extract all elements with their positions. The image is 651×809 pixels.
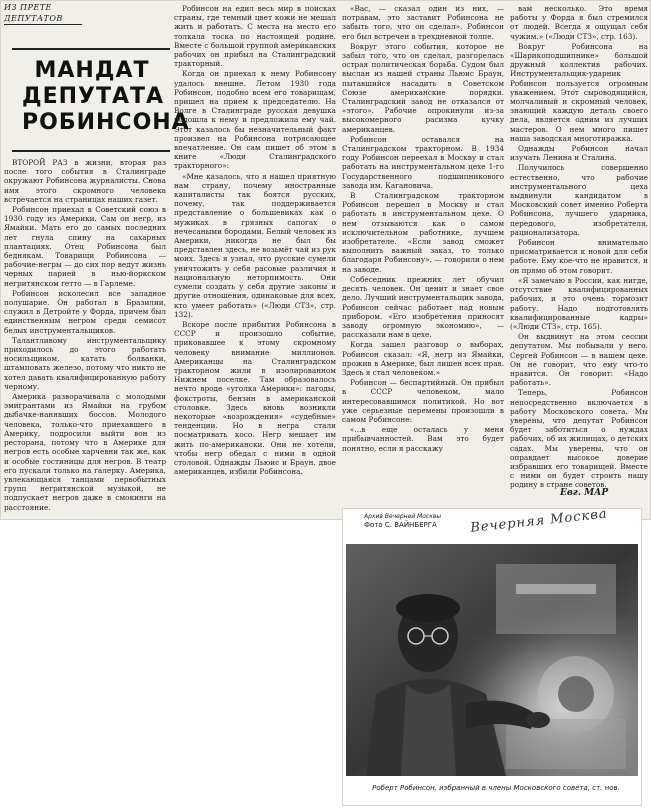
handwritten-note: Вечерняя Москва — [469, 506, 609, 536]
paragraph: Когда он приехал к нему Робинсону удалось внешне. Летом 1930 года Робинсон, подобно всем его товарищам, пришел на прием к председателю. На Волге в Сталинграде русская девушка подошла к нему и предложила ему чай. Этот казалось бы незначительный факт произвел на Робинсона потрясающее впечатление. Он сам пишет об этом в книге «Люди Сталинградского тракторного»: — [174, 69, 336, 171]
photo-image — [346, 544, 638, 776]
paragraph: «Вас, — сказал один из них, — потравам, это заставит Робинсона не забыть того, что он сделал». Робинсон его был встречен в трехдневной толпе. — [342, 4, 504, 41]
headline-line-2: ДЕПУТАТА — [22, 84, 165, 109]
paragraph: Робинсон — беспартийный. Он прибыл в СССР человеком, мало интересовавшимся политикой. Но вот уже серьезные перемены произошли в самом Робинсоне: — [342, 378, 504, 424]
paragraph: Робинсон внимательно присматривается к новой для себя работе. Ему кое-что не нравится, и он прямо об этом говорит. — [510, 238, 648, 275]
paragraph: Однажды Робинсон начал изучать Ленина и Сталина. — [510, 144, 648, 163]
paragraph: «...в еще осталась у меня прибывчанностей. Вам это будет понятно, если я расскажу — [342, 425, 504, 453]
section-rubric — [4, 2, 82, 25]
paragraph: «Мне казалось, что я нашел приятную нам страну, почему иностранные капиталисты так боятся русских, почему, так поддерживается представление о большевиках как о мужиках в грязных сапогах о нечесаными бородами. Белый человек из Америки, никогда не был бы представлен здесь, не возьмёт чай из рук моих. Здесь я узнал, что русские сумели уничтожить у себя расовые различия и национальную неторпимость. Они сумели создать у себя другие законы и другие отношения, одинаковые для всех, кто умеет работать» («Люди СТЗ», стр. 132). — [174, 171, 336, 319]
article-column-3 — [342, 4, 504, 504]
paragraph: Собеседник прежних лет обучил десять человек. Он ценит и знает свое дело. Лучший инструментальщик завода, Робинсон сейчас работает над новым прибором. «Его изобретения приносят заводу огромную экономию», — рассказали нам в цехе. — [342, 274, 504, 340]
paragraph: Он выдвинут на этом сессии депутатом. Мы побывали у него. Сергей Робинсон — в нашем цехе. Он не говорит, что ему что-то нравится. Он говорит: «Надо работать». — [510, 332, 648, 388]
paragraph: Робинсон на едил весь мир в поисках страны, где темный цвет кожи не мешал жить и работать. С места на место его толкала тоска по настоящей родине. Вместе с большой группой американских рабочих он прибыл на Сталинградский тракторный. — [174, 4, 336, 69]
paragraph: Вокруг этого события, которое не забыл того, что он сделал, разгорелась острая политическая борьба. Судом был выслан из нашей страны Льюис Браун, пытавшийся насадить в Советском Союзе американские порядки. Сталинградский завод не отказался от «этого». Рабочие опрокинули из-за высокомерного расизма кучку американцев. — [342, 41, 504, 134]
paragraph: Робинсон оставался на Сталинградском тракторном. В 1934 году Робинсон переехал в Москву и стал работать на инструментальном цехе 1-го Государственного подшипникового завода им. Кагановича. — [342, 134, 504, 190]
article-column-1 — [4, 158, 166, 518]
rubric-line-2: ДЕПУТАТОВ — [4, 14, 63, 23]
portrait-photo — [346, 544, 638, 776]
paragraph: «Я замечаю в России, как нигде, отсутствие квалифицированных рабочих, и это очень тормозит работу. Надо подготовлять квалифицированные кадры» («Люди СТЗ», стр. 165). — [510, 275, 648, 331]
paragraph: В Сталинградском тракторном Робинсон перешел в Москву и стал работать в инструментальном цехе. О нем отзываются как о самом исключительном работнике, лучшем изобретателе. «Если завод сможет выполнить важный заказ, то только благодаря Робинсону», — говорили о нем на заводе. — [342, 191, 504, 274]
paragraph: Робинсон приехал в Советский союз в 1930 году из Америки. Сам он негр, из Ямайки. Мать его до самых последних лет гнула спину на сахарных плантациях. Отец Робинсона был беднякам. Товарищи Робинсона — рабочие-негры — до сих пор ведут жизнь черных парией в нью-йоркском негритянском гетто — в Гарлеме. — [4, 205, 166, 288]
author-signature: Евг. МАР — [560, 488, 609, 498]
headline-line-3: РОБИНСОНА — [22, 110, 190, 135]
paragraph: Получилось совершенно естественно, что рабочие инструментального цеха выдвинули кандидатом в Московский совет именно Роберта Робинсона, лучшего ударника, передового, изобретателя, рационализатора. — [510, 163, 648, 237]
credit-label: Фото С. ВАЙНБЕРГА — [364, 521, 437, 529]
article-headline — [22, 58, 190, 136]
paragraph: вам несколько. Это время работы у Форда я был стремился от людей. Всегда я ощущал себя чужим.» («Люди СТЗ», стр. 163). — [510, 4, 648, 41]
article-column-2 — [174, 4, 336, 516]
paragraph: Когда зашел разговор о выборах, Робинсон сказал: «Я, негр из Ямайки, прожив в Америке, был лишен всех прав. Здесь я стал человеком.» — [342, 340, 504, 377]
article-column-4 — [510, 4, 648, 490]
paragraph: Америка разворачивала с молодыми эмигрантами из Ямайки на грубом дыбачке-нанявших боссов. Молодого человека, только-что приехавшего в Америку, подросили выйти вон из ресторана, потому что в Америке для негров есть особые харчевни так же, как и особые гостиницы для негров. В театр его пускали только на галерку. Америка, увлекающаяся танцами первобытных групп негритянской музыкой, не подпускает негров даже в смокинги на расстояние. — [4, 392, 166, 512]
paragraph: Теперь, Робинсон непосредственно включается в работу Московского совета. Мы уверены, что депутат Робинсон будет заботиться о нуждах рабочих, об их жилищах, о детских садах. Мы уверены, что он оправдает высокое доверие избравших его товарищей. Вместе с ними он будет строить нашу родину в стране советов. — [510, 388, 648, 490]
paragraph: Талантливому инструментальщику приходилось до этого работать носильщиком, катать болванки, штамповать железо, потому что никто не хотел давать квалифицированную работу черному. — [4, 335, 166, 391]
paragraph: ВТОРОЙ РАЗ в жизни, вторая раз после того события в Сталинграде окружают Робинсона журналисты. Снова имя этого скромного человека встречается на страницах наших газет. — [4, 158, 166, 204]
corner-note: Архив Вечерней Москвы — [364, 513, 442, 520]
photo-credit — [364, 512, 441, 530]
paragraph: Вскоре после прибытия Робинсона в СССР и произошло событие, приковавшее к этому скромному человеку внимание миллионов. Американцы на Сталинградском тракторном жили в изолированном Нижнем поселке. Там образовалось нечто вроде «уголка Америки»: пагоды, фокстроты, бензин в американской столовке. Здесь вновь возникли некоторые «возрождения» «судебные» тенденции. Но в негра стали посматривать косо. Негр мешает им жить по-американски. Они не хотели, чтобы негр обедал с ними в одной столовой. Однажды Льюис и Браун, двое американцев, избили Робинсона. — [174, 319, 336, 477]
paragraph: Вокруг Робинсона на «Шарикоподшипнике» большой дружный коллектив рабочих. Инструментальщик-ударник Робинсон пользуется огромным уважением. Этот сыроводящийся, молчаливый и скромный человек, знающий каждую деталь своего дела, является одним из лучших мастеров. О нем много пишет наша заводская многотиражка. — [510, 41, 648, 143]
paragraph: Робинсон исколесил все западное полушарие. Он работал в Бразилии, служил в Детройте у Форда, причем был единственным негром среди семисот белых инструментальщиков. — [4, 288, 166, 335]
rubric-line-1: ИЗ ПРЕТЕ — [4, 3, 52, 12]
photo-caption: Роберт Робинсон, избранный в члены Московского совета, ст. нов. — [372, 784, 620, 792]
headline-line-1: МАНДАТ — [34, 58, 150, 83]
